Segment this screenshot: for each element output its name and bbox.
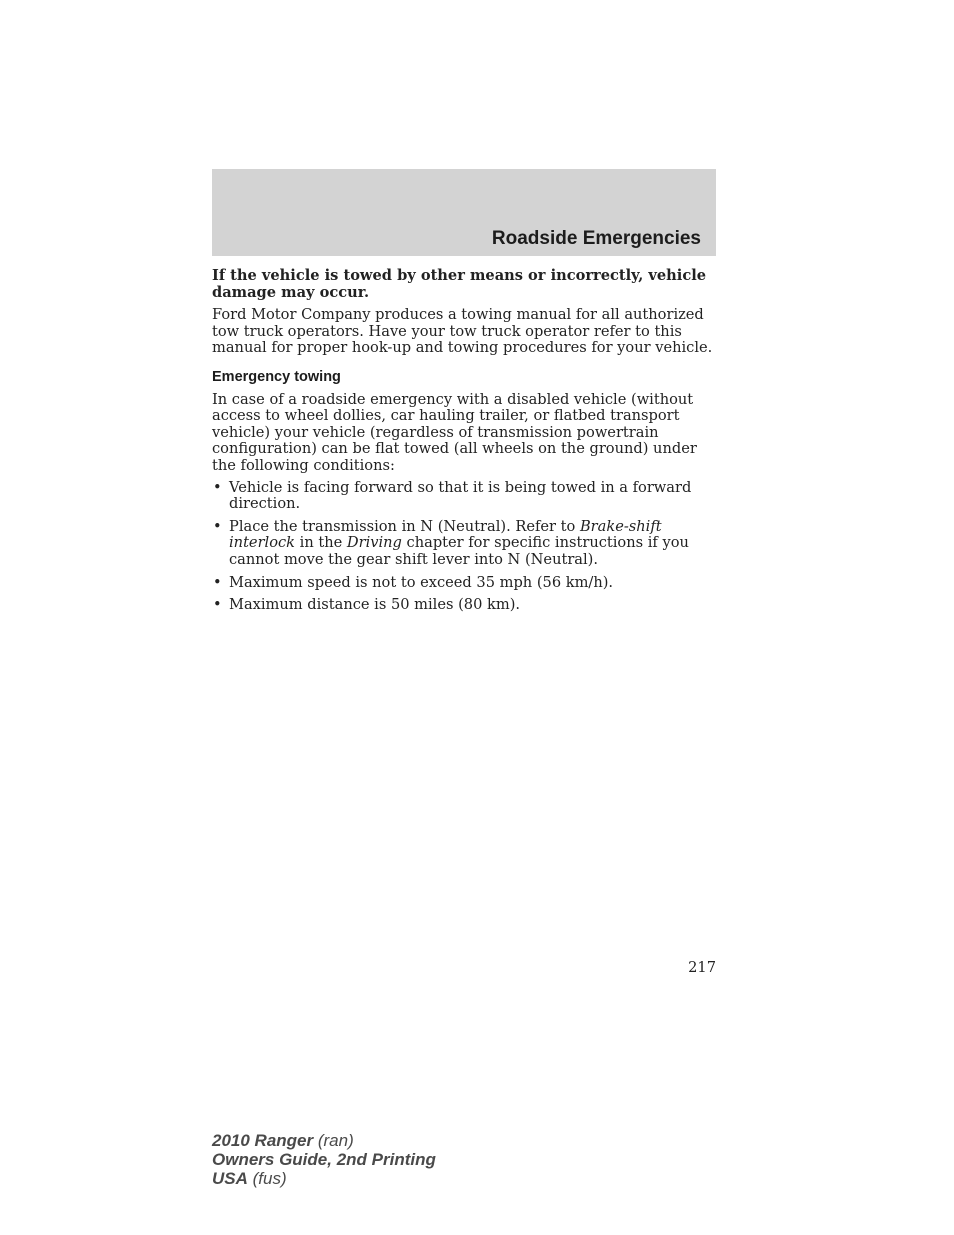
footer-line-market bbox=[212, 1169, 436, 1188]
text-run: Place the transmission in N (Neutral). Refer to bbox=[229, 517, 580, 535]
footer-model-code: (ran) bbox=[313, 1131, 354, 1150]
conditions-list bbox=[212, 480, 718, 614]
list-item-text: Maximum speed is not to exceed 35 mph (56 km/h). bbox=[229, 573, 614, 591]
list-item bbox=[212, 597, 718, 614]
intro-paragraph: Ford Motor Company produces a towing manual for all authorized tow truck operators. Have your tow truck operator refer to this manual for proper hook-up and towing procedures for your vehicle. bbox=[212, 306, 713, 357]
section-title: Roadside Emergencies bbox=[491, 228, 701, 249]
cross-reference-driving-chapter: Driving bbox=[346, 534, 402, 552]
section-header-band bbox=[212, 169, 716, 256]
footer-line-model bbox=[212, 1131, 436, 1150]
warning-text: If the vehicle is towed by other means or incorrectly, vehicle damage may occur. bbox=[212, 267, 707, 301]
list-item bbox=[212, 575, 718, 592]
subheading-emergency-towing: Emergency towing bbox=[212, 368, 341, 385]
text-run: in the bbox=[295, 534, 347, 552]
list-item-text: Vehicle is facing forward so that it is being towed in a forward direction. bbox=[229, 478, 692, 513]
bullet-icon: • bbox=[213, 573, 222, 591]
emergency-towing-paragraph: In case of a roadside emergency with a disabled vehicle (without access to wheel dollies, car hauling trailer, or flatbed transport vehicle) your vehicle (regardless of transmission powertrain configuration) can be flat towed (all wheels on the ground) under the following conditions: bbox=[212, 390, 697, 474]
list-item-text: Maximum distance is 50 miles (80 km). bbox=[229, 596, 521, 614]
bullet-icon: • bbox=[213, 478, 222, 496]
page-content bbox=[212, 268, 718, 620]
footer-market-name: USA bbox=[212, 1169, 248, 1188]
footer-line-guide: Owners Guide, 2nd Printing bbox=[212, 1150, 436, 1169]
document-footer bbox=[212, 1131, 436, 1188]
footer-market-code: (fus) bbox=[247, 1169, 287, 1188]
bullet-icon: • bbox=[213, 517, 222, 535]
cross-reference-brake-shift-interlock: Brake-shift interlock bbox=[229, 517, 662, 552]
list-item bbox=[212, 519, 718, 569]
footer-model-name: 2010 Ranger bbox=[212, 1131, 314, 1150]
list-item bbox=[212, 480, 718, 513]
page-number: 217 bbox=[688, 959, 716, 976]
text-run: chapter for specific instructions if you cannot move the gear shift lever into N (Neutral). bbox=[229, 534, 689, 568]
bullet-icon: • bbox=[213, 596, 222, 614]
list-item-text bbox=[229, 518, 689, 568]
